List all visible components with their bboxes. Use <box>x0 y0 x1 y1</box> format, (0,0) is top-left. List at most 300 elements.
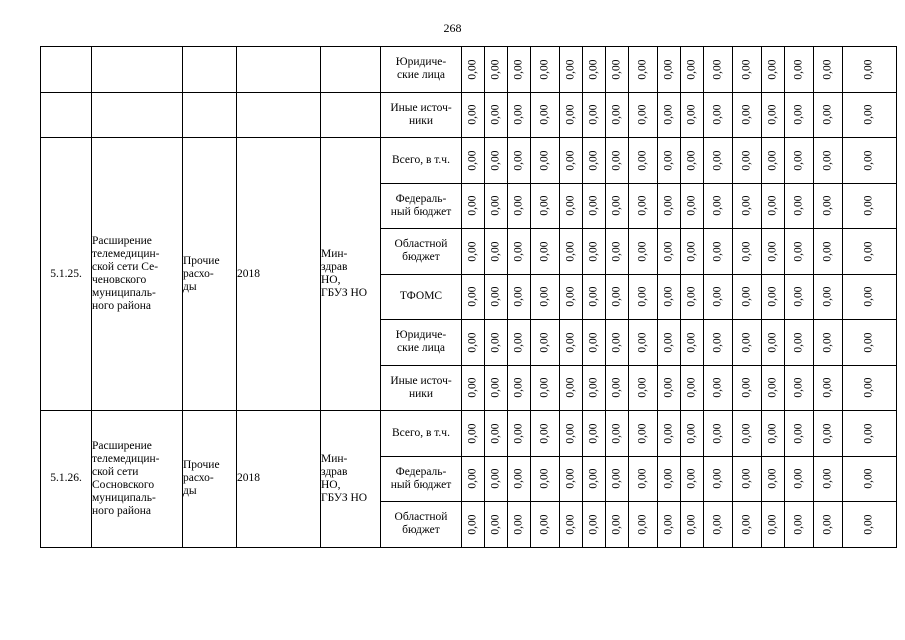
value-cell <box>629 229 658 275</box>
value-cell <box>583 274 606 320</box>
value-cell <box>733 411 762 457</box>
value-cell <box>814 411 843 457</box>
value-cell <box>485 411 508 457</box>
page-number: 268 <box>443 21 462 35</box>
value-cell <box>785 320 814 366</box>
source-cell: Всего, в т.ч. <box>381 411 462 457</box>
value-text: 0,00 <box>685 286 698 307</box>
value-text: 0,00 <box>685 332 698 353</box>
value-text: 0,00 <box>610 150 623 171</box>
value-text: 0,00 <box>564 514 577 535</box>
value-text: 0,00 <box>489 377 502 398</box>
value-cell <box>531 456 560 502</box>
value-cell <box>485 274 508 320</box>
value-text: 0,00 <box>564 332 577 353</box>
year-cell-empty <box>237 47 321 93</box>
value-text: 0,00 <box>863 377 875 398</box>
value-cell <box>733 320 762 366</box>
value-text: 0,00 <box>610 332 623 353</box>
value-cell <box>485 502 508 548</box>
value-cell <box>560 138 583 184</box>
value-text: 0,00 <box>489 332 502 353</box>
table-row <box>41 411 897 457</box>
value-text: 0,00 <box>740 59 753 80</box>
value-cell <box>704 320 733 366</box>
value-cell <box>762 456 785 502</box>
source-cell: Иные источ- ники <box>381 365 462 411</box>
value-text: 0,00 <box>564 104 577 125</box>
value-text: 0,00 <box>538 286 551 307</box>
value-cell <box>681 320 704 366</box>
value-text: 0,00 <box>466 468 479 489</box>
value-text: 0,00 <box>766 468 779 489</box>
value-cell <box>704 502 733 548</box>
value-cell <box>531 365 560 411</box>
value-text: 0,00 <box>466 59 479 80</box>
value-text: 0,00 <box>792 423 805 444</box>
value-cell <box>733 456 762 502</box>
value-cell <box>681 411 704 457</box>
value-text: 0,00 <box>740 423 753 444</box>
value-text: 0,00 <box>538 423 551 444</box>
value-text: 0,00 <box>587 377 600 398</box>
value-text: 0,00 <box>740 286 753 307</box>
value-text: 0,00 <box>512 59 525 80</box>
value-cell <box>814 138 843 184</box>
value-text: 0,00 <box>711 377 724 398</box>
value-text: 0,00 <box>564 286 577 307</box>
value-text: 0,00 <box>636 468 649 489</box>
value-cell <box>531 502 560 548</box>
value-cell <box>658 92 681 138</box>
value-cell <box>508 138 531 184</box>
value-text: 0,00 <box>863 332 875 353</box>
value-cell <box>762 320 785 366</box>
value-cell <box>583 320 606 366</box>
value-text: 0,00 <box>821 241 834 262</box>
value-cell <box>658 138 681 184</box>
value-cell <box>485 320 508 366</box>
value-text: 0,00 <box>740 104 753 125</box>
value-text: 0,00 <box>587 195 600 216</box>
value-cell <box>785 183 814 229</box>
value-text: 0,00 <box>564 468 577 489</box>
value-cell <box>843 138 897 184</box>
value-cell <box>583 138 606 184</box>
value-text: 0,00 <box>489 150 502 171</box>
number-cell-empty <box>41 47 92 93</box>
value-cell <box>508 274 531 320</box>
value-cell <box>681 365 704 411</box>
value-cell <box>629 365 658 411</box>
value-cell <box>681 92 704 138</box>
source-cell: Юридиче- ские лица <box>381 47 462 93</box>
value-text: 0,00 <box>685 59 698 80</box>
value-text: 0,00 <box>610 377 623 398</box>
value-cell <box>462 47 485 93</box>
value-text: 0,00 <box>512 104 525 125</box>
value-cell <box>583 183 606 229</box>
value-text: 0,00 <box>466 241 479 262</box>
value-text: 0,00 <box>662 150 675 171</box>
value-text: 0,00 <box>863 59 875 80</box>
value-text: 0,00 <box>538 514 551 535</box>
source-cell: ТФОМС <box>381 274 462 320</box>
value-cell <box>814 320 843 366</box>
value-cell <box>606 47 629 93</box>
value-cell <box>814 456 843 502</box>
value-cell <box>785 365 814 411</box>
value-cell <box>762 183 785 229</box>
item-year: 2018 <box>237 138 321 411</box>
value-cell <box>485 456 508 502</box>
value-cell <box>583 47 606 93</box>
value-cell <box>704 47 733 93</box>
value-cell <box>462 183 485 229</box>
value-cell <box>762 138 785 184</box>
value-text: 0,00 <box>636 104 649 125</box>
executor-cell-empty <box>321 47 381 93</box>
value-cell <box>681 138 704 184</box>
value-text: 0,00 <box>766 59 779 80</box>
value-cell <box>462 411 485 457</box>
value-text: 0,00 <box>662 241 675 262</box>
value-cell <box>606 138 629 184</box>
value-cell <box>560 502 583 548</box>
value-text: 0,00 <box>538 195 551 216</box>
value-text: 0,00 <box>792 377 805 398</box>
value-text: 0,00 <box>512 150 525 171</box>
value-cell <box>629 320 658 366</box>
value-cell <box>629 456 658 502</box>
value-text: 0,00 <box>610 59 623 80</box>
value-cell <box>843 502 897 548</box>
value-cell <box>704 456 733 502</box>
value-cell <box>560 274 583 320</box>
value-cell <box>508 411 531 457</box>
value-text: 0,00 <box>512 514 525 535</box>
value-text: 0,00 <box>863 104 875 125</box>
value-text: 0,00 <box>564 241 577 262</box>
value-cell <box>785 456 814 502</box>
item-executor: Мин- здрав НО, ГБУЗ НО <box>321 411 381 548</box>
value-cell <box>762 411 785 457</box>
value-cell <box>583 365 606 411</box>
value-text: 0,00 <box>685 514 698 535</box>
value-text: 0,00 <box>587 286 600 307</box>
value-cell <box>704 274 733 320</box>
value-text: 0,00 <box>610 241 623 262</box>
value-text: 0,00 <box>587 104 600 125</box>
value-cell <box>462 320 485 366</box>
value-cell <box>531 47 560 93</box>
value-text: 0,00 <box>662 514 675 535</box>
value-cell <box>843 92 897 138</box>
value-cell <box>843 456 897 502</box>
value-cell <box>785 411 814 457</box>
value-cell <box>508 365 531 411</box>
value-text: 0,00 <box>740 195 753 216</box>
value-cell <box>583 92 606 138</box>
source-cell: Областной бюджет <box>381 502 462 548</box>
value-cell <box>606 274 629 320</box>
value-text: 0,00 <box>740 468 753 489</box>
value-text: 0,00 <box>685 150 698 171</box>
value-text: 0,00 <box>821 468 834 489</box>
item-year: 2018 <box>237 411 321 548</box>
value-cell <box>508 229 531 275</box>
description-cell-empty <box>92 92 183 138</box>
value-cell <box>583 411 606 457</box>
value-text: 0,00 <box>610 195 623 216</box>
value-cell <box>462 365 485 411</box>
value-cell <box>508 320 531 366</box>
value-cell <box>843 183 897 229</box>
value-cell <box>704 411 733 457</box>
value-text: 0,00 <box>538 59 551 80</box>
value-cell <box>658 183 681 229</box>
value-cell <box>606 183 629 229</box>
value-cell <box>785 47 814 93</box>
value-text: 0,00 <box>512 423 525 444</box>
value-cell <box>762 365 785 411</box>
value-cell <box>785 229 814 275</box>
value-text: 0,00 <box>610 423 623 444</box>
value-cell <box>462 502 485 548</box>
value-text: 0,00 <box>512 468 525 489</box>
value-text: 0,00 <box>466 332 479 353</box>
value-text: 0,00 <box>512 195 525 216</box>
value-text: 0,00 <box>489 514 502 535</box>
source-cell: Областной бюджет <box>381 229 462 275</box>
kind-cell-empty <box>183 92 237 138</box>
source-cell: Всего, в т.ч. <box>381 138 462 184</box>
value-text: 0,00 <box>636 423 649 444</box>
value-text: 0,00 <box>792 104 805 125</box>
value-text: 0,00 <box>466 286 479 307</box>
value-cell <box>733 229 762 275</box>
value-text: 0,00 <box>863 150 875 171</box>
value-text: 0,00 <box>587 150 600 171</box>
value-text: 0,00 <box>711 195 724 216</box>
value-text: 0,00 <box>466 104 479 125</box>
value-cell <box>733 138 762 184</box>
value-text: 0,00 <box>662 468 675 489</box>
value-text: 0,00 <box>662 104 675 125</box>
value-cell <box>762 502 785 548</box>
value-text: 0,00 <box>821 514 834 535</box>
value-cell <box>704 138 733 184</box>
source-cell: Федераль- ный бюджет <box>381 456 462 502</box>
value-cell <box>508 47 531 93</box>
value-cell <box>606 502 629 548</box>
expense-kind: Прочие расхо- ды <box>183 411 237 548</box>
value-cell <box>508 92 531 138</box>
value-cell <box>785 274 814 320</box>
value-cell <box>762 274 785 320</box>
value-cell <box>560 229 583 275</box>
value-text: 0,00 <box>685 468 698 489</box>
value-cell <box>704 183 733 229</box>
value-cell <box>531 92 560 138</box>
value-cell <box>560 320 583 366</box>
value-cell <box>762 229 785 275</box>
value-cell <box>583 229 606 275</box>
value-text: 0,00 <box>538 150 551 171</box>
value-text: 0,00 <box>636 332 649 353</box>
value-text: 0,00 <box>610 514 623 535</box>
value-cell <box>658 502 681 548</box>
value-cell <box>681 502 704 548</box>
value-text: 0,00 <box>636 514 649 535</box>
value-cell <box>843 411 897 457</box>
value-cell <box>606 229 629 275</box>
value-text: 0,00 <box>685 423 698 444</box>
value-text: 0,00 <box>489 195 502 216</box>
value-cell <box>560 92 583 138</box>
value-text: 0,00 <box>740 514 753 535</box>
value-text: 0,00 <box>740 332 753 353</box>
value-cell <box>606 456 629 502</box>
value-cell <box>462 229 485 275</box>
value-cell <box>629 138 658 184</box>
value-text: 0,00 <box>792 286 805 307</box>
value-text: 0,00 <box>489 104 502 125</box>
value-cell <box>843 320 897 366</box>
item-number: 5.1.26. <box>41 411 92 548</box>
value-text: 0,00 <box>792 59 805 80</box>
value-text: 0,00 <box>564 150 577 171</box>
value-text: 0,00 <box>564 377 577 398</box>
value-cell <box>508 456 531 502</box>
value-text: 0,00 <box>587 59 600 80</box>
value-text: 0,00 <box>711 468 724 489</box>
value-cell <box>462 456 485 502</box>
value-cell <box>785 502 814 548</box>
value-text: 0,00 <box>821 104 834 125</box>
value-cell <box>531 411 560 457</box>
value-text: 0,00 <box>792 468 805 489</box>
value-text: 0,00 <box>685 377 698 398</box>
value-cell <box>658 320 681 366</box>
value-text: 0,00 <box>564 59 577 80</box>
value-text: 0,00 <box>489 59 502 80</box>
value-text: 0,00 <box>636 241 649 262</box>
value-text: 0,00 <box>766 332 779 353</box>
value-text: 0,00 <box>711 241 724 262</box>
value-text: 0,00 <box>662 286 675 307</box>
value-text: 0,00 <box>740 377 753 398</box>
value-text: 0,00 <box>512 286 525 307</box>
value-cell <box>814 502 843 548</box>
value-cell <box>843 274 897 320</box>
value-cell <box>508 183 531 229</box>
value-text: 0,00 <box>512 241 525 262</box>
value-text: 0,00 <box>538 332 551 353</box>
value-text: 0,00 <box>711 514 724 535</box>
value-text: 0,00 <box>662 332 675 353</box>
value-cell <box>583 456 606 502</box>
value-text: 0,00 <box>564 423 577 444</box>
value-cell <box>704 92 733 138</box>
value-cell <box>485 92 508 138</box>
value-text: 0,00 <box>766 514 779 535</box>
item-description: Расширение телемедицин- ской сети Сосновского муниципаль- ного района <box>92 411 183 548</box>
value-text: 0,00 <box>466 377 479 398</box>
value-text: 0,00 <box>587 241 600 262</box>
value-cell <box>560 411 583 457</box>
value-cell <box>704 229 733 275</box>
value-text: 0,00 <box>489 241 502 262</box>
value-cell <box>681 229 704 275</box>
value-text: 0,00 <box>610 468 623 489</box>
value-text: 0,00 <box>711 332 724 353</box>
value-cell <box>531 274 560 320</box>
value-text: 0,00 <box>587 514 600 535</box>
value-text: 0,00 <box>863 241 875 262</box>
value-cell <box>462 274 485 320</box>
value-cell <box>629 411 658 457</box>
value-text: 0,00 <box>636 195 649 216</box>
item-number: 5.1.25. <box>41 138 92 411</box>
value-cell <box>785 92 814 138</box>
value-text: 0,00 <box>711 286 724 307</box>
value-text: 0,00 <box>466 514 479 535</box>
value-cell <box>485 47 508 93</box>
item-executor: Мин- здрав НО, ГБУЗ НО <box>321 138 381 411</box>
value-text: 0,00 <box>466 195 479 216</box>
value-cell <box>508 502 531 548</box>
value-cell <box>814 47 843 93</box>
table-row <box>41 138 897 184</box>
value-cell <box>560 365 583 411</box>
value-cell <box>583 502 606 548</box>
value-text: 0,00 <box>766 377 779 398</box>
value-text: 0,00 <box>792 150 805 171</box>
value-text: 0,00 <box>610 104 623 125</box>
value-text: 0,00 <box>821 286 834 307</box>
value-text: 0,00 <box>587 423 600 444</box>
value-text: 0,00 <box>863 468 875 489</box>
value-text: 0,00 <box>863 195 875 216</box>
value-text: 0,00 <box>766 241 779 262</box>
value-text: 0,00 <box>662 423 675 444</box>
value-text: 0,00 <box>821 150 834 171</box>
value-text: 0,00 <box>538 104 551 125</box>
value-cell <box>531 229 560 275</box>
kind-cell-empty <box>183 47 237 93</box>
value-text: 0,00 <box>740 241 753 262</box>
value-text: 0,00 <box>821 423 834 444</box>
value-cell <box>762 47 785 93</box>
value-text: 0,00 <box>863 286 875 307</box>
value-text: 0,00 <box>821 59 834 80</box>
value-cell <box>843 365 897 411</box>
value-text: 0,00 <box>792 241 805 262</box>
value-cell <box>485 229 508 275</box>
value-cell <box>733 92 762 138</box>
value-cell <box>531 320 560 366</box>
value-cell <box>658 456 681 502</box>
value-text: 0,00 <box>538 468 551 489</box>
value-cell <box>560 183 583 229</box>
value-cell <box>814 229 843 275</box>
value-cell <box>733 47 762 93</box>
value-text: 0,00 <box>711 423 724 444</box>
value-text: 0,00 <box>792 195 805 216</box>
value-text: 0,00 <box>821 332 834 353</box>
value-text: 0,00 <box>489 423 502 444</box>
